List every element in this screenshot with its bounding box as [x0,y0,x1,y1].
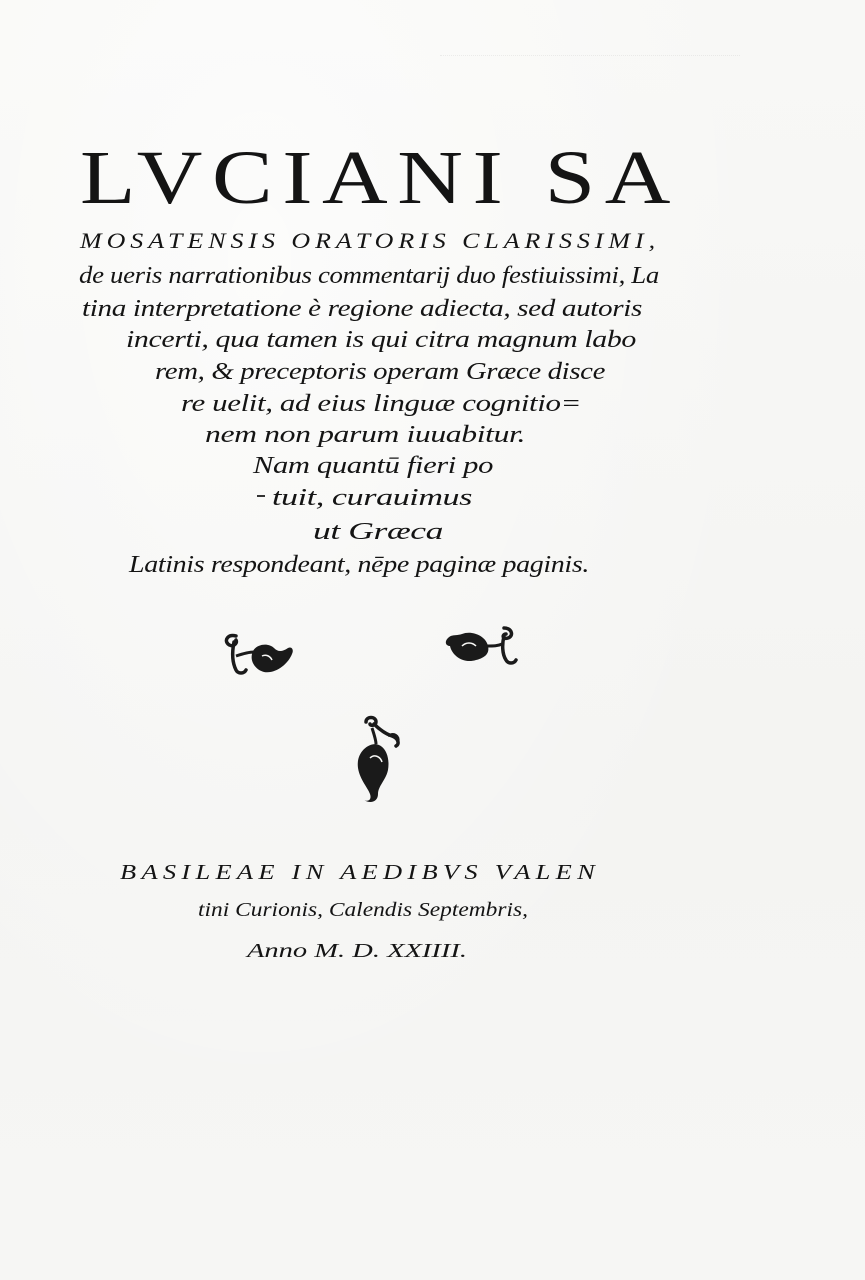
imprint-line-1: BASILEAE IN AEDIBVS VALEN [120,860,601,884]
bleed-through-mark [440,55,740,76]
subtitle-line-10: ut Græca [313,519,444,545]
stray-mark [257,495,265,497]
book-title: LVCIANI SA [80,136,681,220]
left-fleuron-icon [222,630,298,678]
subtitle-line-6: re uelit, ad eius linguæ cognitio= [181,391,582,417]
subtitle-line-9: tuit, curauimus [272,485,472,511]
subtitle-line-5: rem, & preceptoris operam Græce disce [155,359,606,385]
right-fleuron-icon [442,624,518,668]
imprint-line-2: tini Curionis, Calendis Septembris, [198,899,528,921]
subtitle-line-7: nem non parum iuuabitur. [205,422,525,448]
subtitle-line-11: Latinis respondeant, nēpe paginæ paginis. [129,552,589,578]
center-fleuron-icon [348,714,408,804]
subtitle-line-4: incerti, qua tamen is qui citra magnum labo [126,327,637,353]
subtitle-line-1: MOSATENSIS ORATORIS CLARISSIMI, [80,228,661,253]
imprint-line-3: Anno M. D. XXIIII. [247,940,467,962]
subtitle-line-3: tina interpretatione è regione adiecta, sed autoris [82,296,642,322]
subtitle-line-2: de ueris narrationibus commentarij duo festiuissimi, La [79,263,659,289]
subtitle-line-8: Nam quantū fieri po [253,453,494,479]
